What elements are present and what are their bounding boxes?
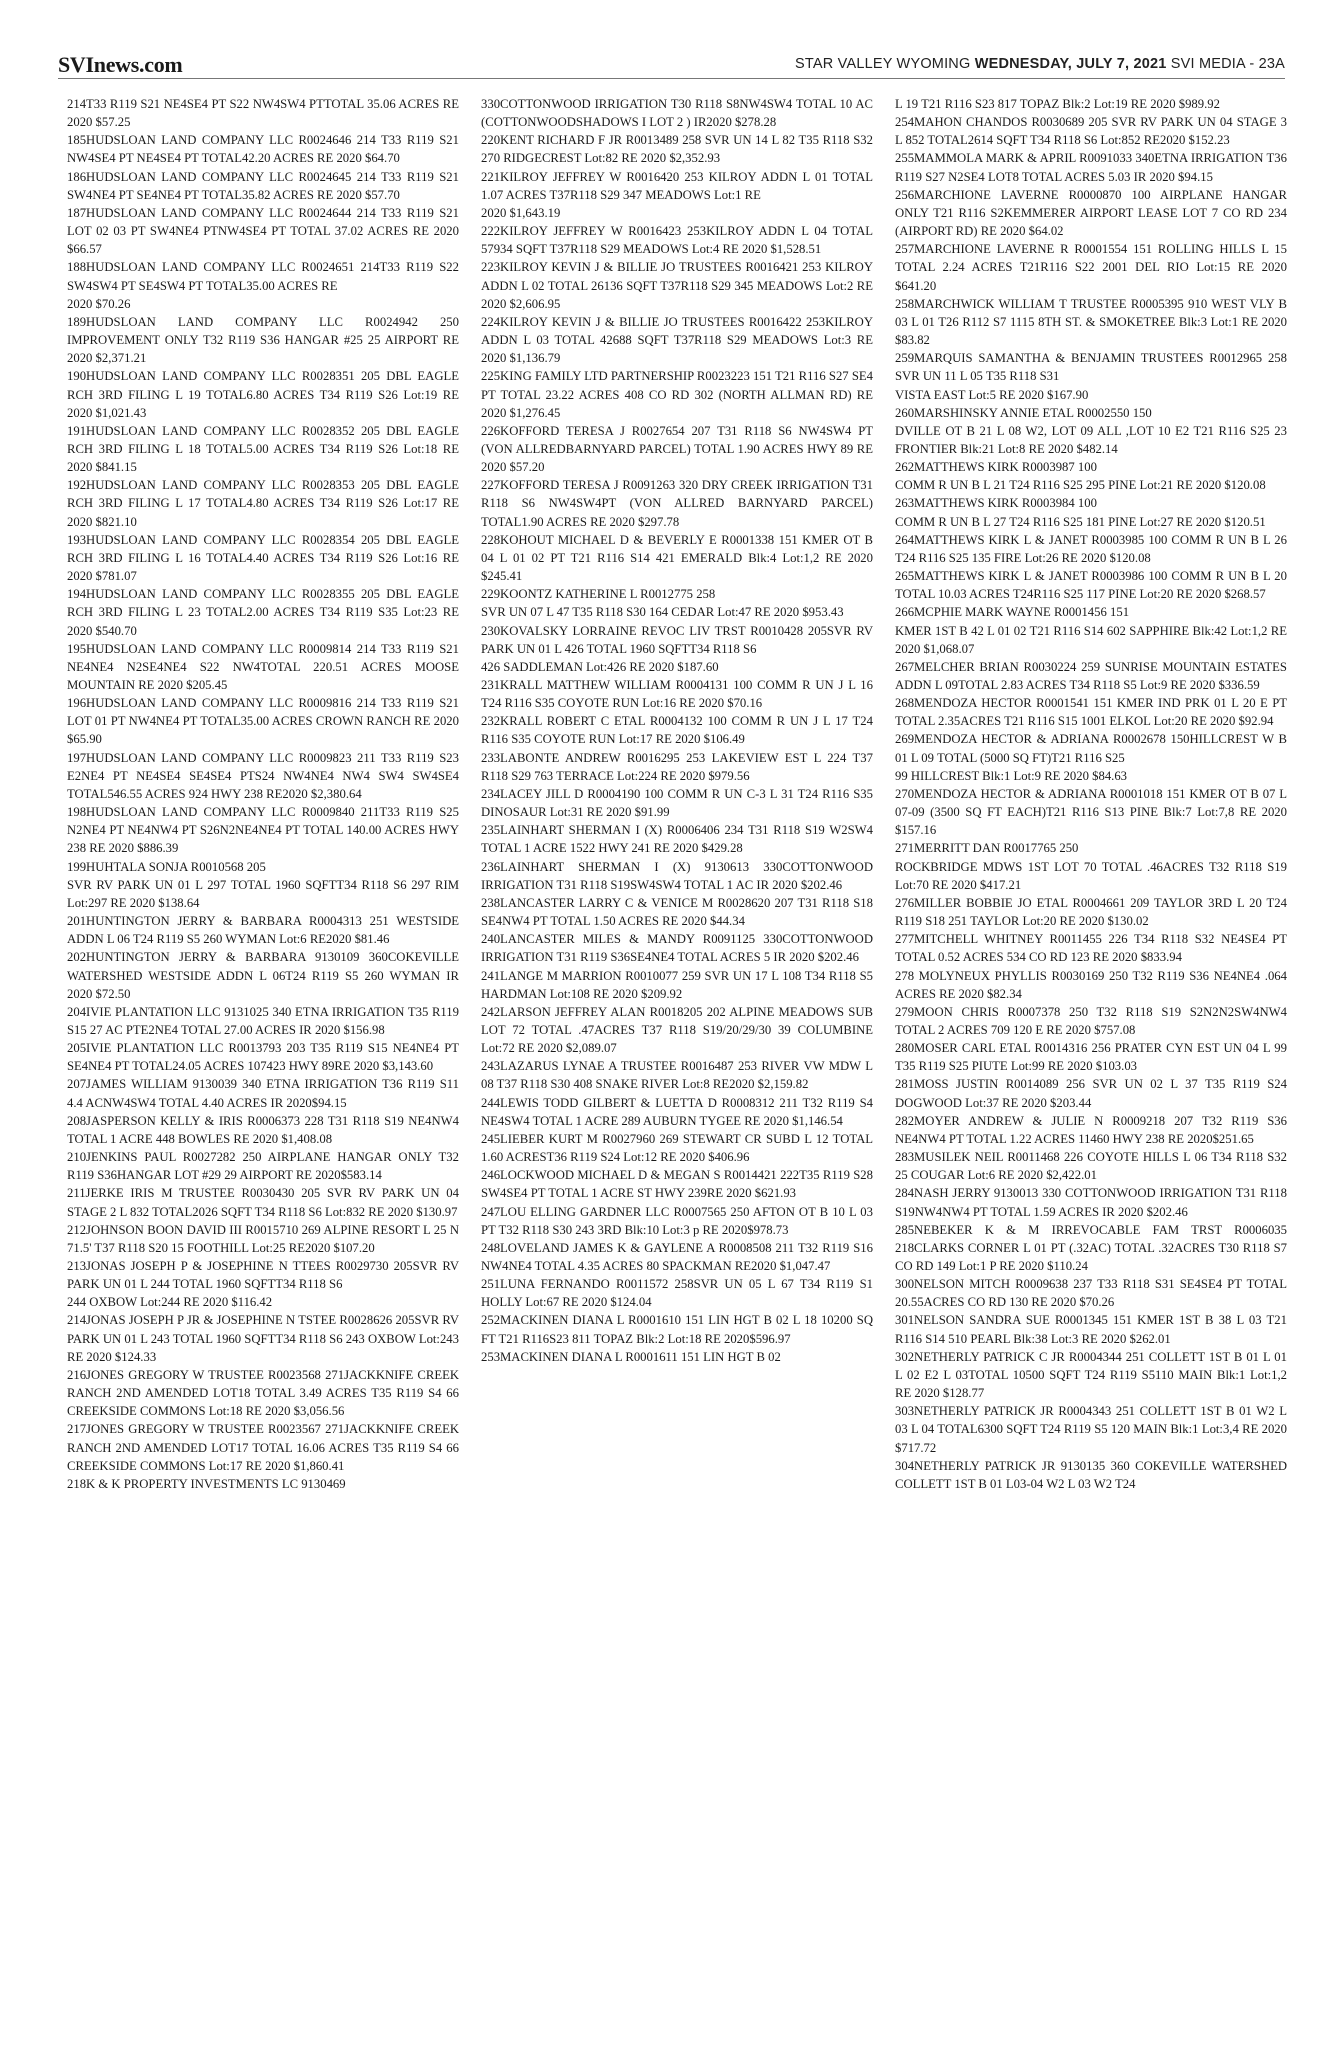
notice-entry: 216JONES GREGORY W TRUSTEE R0023568 271JACKKNIFE CREEK RANCH 2ND AMENDED LOT18 TOTAL 3.49 ACRES T35 R119 S4 66 CREEKSIDE COMMONS Lot:18 RE 2020 $3,056.56 (67, 1367, 459, 1419)
notice-entry: KMER 1ST B 42 L 01 02 T21 R116 S14 602 SAPPHIRE Blk:42 Lot:1,2 RE 2020 $1,068.07 (895, 623, 1287, 656)
notice-entry: 254MAHON CHANDOS R0030689 205 SVR RV PARK UN 04 STAGE 3 L 852 TOTAL2614 SQFT T34 R118 S6 Lot:852 RE2020 $152.23 (895, 115, 1287, 148)
notice-entry: SVR UN 07 L 47 T35 R118 S30 164 CEDAR Lot:47 RE 2020 $953.43 (481, 605, 844, 620)
notice-entry: COMM R UN B L 27 T24 R116 S25 181 PINE Lot:27 RE 2020 $120.51 (895, 514, 1266, 529)
notice-entry: 268MENDOZA HECTOR R0001541 151 KMER IND PRK 01 L 20 E PT TOTAL 2.35ACRES T21 R116 S15 1001 ELKOL Lot:20 RE 2020 $92.94 (895, 696, 1287, 729)
notice-entry: 281MOSS JUSTIN R0014089 256 SVR UN 02 L 37 T35 R119 S24 DOGWOOD Lot:37 RE 2020 $203.44 (895, 1077, 1287, 1110)
notice-entry: 257MARCHIONE LAVERNE R R0001554 151 ROLLING HILLS L 15 TOTAL 2.24 ACRES T21R116 S22 2001 DEL RIO Lot:15 RE 2020 $641.20 (895, 242, 1287, 293)
notice-entry: 197HUDSLOAN LAND COMPANY LLC R0009823 211 T33 R119 S23 E2NE4 PT NE4SE4 SE4SE4 PTS24 NW4NE4 NW4 SW4 SW4SE4 TOTAL546.55 ACRES 924 HWY 238 RE2020 $2,380.64 (67, 750, 459, 801)
notice-entry: 191HUDSLOAN LAND COMPANY LLC R0028352 205 DBL EAGLE RCH 3RD FILING L 18 TOTAL5.00 ACRES T34 R119 S26 Lot:18 RE 2020 $841.15 (67, 423, 459, 475)
notice-entry: 233LABONTE ANDREW R0016295 253 LAKEVIEW EST L 224 T37 R118 S29 763 TERRACE Lot:224 RE 2020 $979.56 (481, 750, 873, 783)
notice-entry: 264MATTHEWS KIRK L & JANET R0003985 100 COMM R UN B L 26 T24 R116 S25 135 FIRE Lot:26 RE 2020 $120.08 (895, 532, 1287, 565)
notice-entry: 99 HILLCREST Blk:1 Lot:9 RE 2020 $84.63 (895, 768, 1128, 783)
masthead (58, 52, 1285, 79)
notice-entry: SVR RV PARK UN 01 L 297 TOTAL 1960 SQFTT34 R118 S6 297 RIM Lot:297 RE 2020 $138.64 (67, 877, 459, 910)
column-3 (895, 95, 1287, 2030)
notice-entry: 217JONES GREGORY W TRUSTEE R0023567 271JACKKNIFE CREEK RANCH 2ND AMENDED LOT17 TOTAL 16.06 ACRES T35 R119 S4 66 CREEKSIDE COMMONS Lot:17 RE 2020 $1,860.41 (67, 1422, 459, 1473)
notice-entry: 330COTTONWOOD IRRIGATION T30 R118 S8NW4SW4 TOTAL 10 AC (COTTONWOODSHADOWS I LOT 2 ) IR2020 $278.28 (481, 97, 873, 130)
notice-entry: 235LAINHART SHERMAN I (X) R0006406 234 T31 R118 S19 W2SW4 TOTAL 1 ACRE 1522 HWY 241 RE 2020 $429.28 (481, 823, 873, 856)
notice-entry: 185HUDSLOAN LAND COMPANY LLC R0024646 214 T33 R119 S21 NW4SE4 PT NE4SE4 PT TOTAL42.20 ACRES RE 2020 $64.70 (67, 133, 459, 166)
notice-entry: 228KOHOUT MICHAEL D & BEVERLY E R0001338 151 KMER OT B 04 L 01 02 PT T21 R116 S14 421 EMERALD Blk:4 Lot:1,2 RE 2020 $245.41 (481, 532, 873, 584)
notice-entry: 260MARSHINSKY ANNIE ETAL R0002550 150 (895, 405, 1152, 420)
page-header-info (795, 56, 1285, 72)
notice-entry: 303NETHERLY PATRICK JR R0004343 251 COLLETT 1ST B 01 W2 L 03 L 04 TOTAL6300 SQFT T24 R119 S5 120 MAIN Blk:1 Lot:3,4 RE 2020 $717.72 (895, 1404, 1287, 1455)
notice-entry: L 19 T21 R116 S23 817 TOPAZ Blk:2 Lot:19 RE 2020 $989.92 (895, 97, 1220, 111)
notice-entry: 212JOHNSON BOON DAVID III R0015710 269 ALPINE RESORT L 25 N 71.5' T37 R118 S20 15 FOOTHILL Lot:25 RE2020 $107.20 (67, 1222, 459, 1255)
header-page: SVI MEDIA - 23A (1170, 56, 1285, 72)
notice-entry: 255MAMMOLA MARK & APRIL R0091033 340ETNA IRRIGATION T36 R119 S27 N2SE4 LOT8 TOTAL ACRES 5.03 IR 2020 $94.15 (895, 151, 1287, 184)
notice-entry: 247LOU ELLING GARDNER LLC R0007565 250 AFTON OT B 10 L 03 PT T32 R118 S30 243 3RD Blk:10 Lot:3 p RE 2020$978.73 (481, 1204, 873, 1237)
notice-entry: 270MENDOZA HECTOR & ADRIANA R0001018 151 KMER OT B 07 L 07-09 (3500 SQ FT EACH)T21 R116 S13 PINE Blk:7 Lot:7,8 RE 2020 $157.16 (895, 786, 1287, 838)
notice-entry: 300NELSON MITCH R0009638 237 T33 R118 S31 SE4SE4 PT TOTAL 20.55ACRES CO RD 130 RE 2020 $70.26 (895, 1277, 1287, 1310)
site-name[interactable]: SVInews.com (58, 52, 183, 77)
notice-entry: 189HUDSLOAN LAND COMPANY LLC R0024942 250 IMPROVEMENT ONLY T32 R119 S36 HANGAR #25 25 AIRPORT RE 2020 $2,371.21 (67, 314, 459, 366)
notice-entry: 187HUDSLOAN LAND COMPANY LLC R0024644 214 T33 R119 S21 LOT 02 03 PT SW4NE4 PTNW4SE4 PT TOTAL 37.02 ACRES RE 2020 $66.57 (67, 205, 459, 257)
notice-entry: 282MOYER ANDREW & JULIE N R0009218 207 T32 R119 S36 NE4NW4 PT TOTAL 1.22 ACRES 11460 HWY 238 RE 2020$251.65 (895, 1113, 1287, 1146)
notice-entry: 285NEBEKER K & M IRREVOCABLE FAM TRST R0006035 218CLARKS CORNER L 01 PT (.32AC) TOTAL .32ACRES T30 R118 S7 CO RD 149 Lot:1 P RE 2020 $110.24 (895, 1222, 1287, 1273)
notice-entry: 236LAINHART SHERMAN I (X) 9130613 330COTTONWOOD IRRIGATION T31 R118 S19SW4SW4 TOTAL 1 AC IR 2020 $202.46 (481, 859, 873, 892)
notice-entry: 202HUNTINGTON JERRY & BARBARA 9130109 360COKEVILLE WATERSHED WESTSIDE ADDN L 06T24 R119 S5 260 WYMAN IR 2020 $72.50 (67, 950, 459, 1001)
notice-entry: 214T33 R119 S21 NE4SE4 PT S22 NW4SW4 PTTOTAL 35.06 ACRES RE 2020 $57.25 (67, 97, 459, 130)
header-location: STAR VALLEY WYOMING (795, 56, 971, 72)
notice-entry: 226KOFFORD TERESA J R0027654 207 T31 R118 S6 NW4SW4 PT (VON ALLREDBARNYARD PARCEL) TOTAL 1.90 ACRES HWY 89 RE 2020 $57.20 (481, 423, 873, 475)
notice-entry: 265MATTHEWS KIRK L & JANET R0003986 100 COMM R UN B L 20 TOTAL 10.03 ACRES T24R116 S25 117 PINE Lot:20 RE 2020 $268.57 (895, 569, 1287, 602)
notice-entry: 269MENDOZA HECTOR & ADRIANA R0002678 150HILLCREST W B 01 L 09 TOTAL (5000 SQ FT)T21 R116 S25 (895, 732, 1287, 765)
notice-entry: DVILLE OT B 21 L 08 W2, LOT 09 ALL ,LOT 10 E2 T21 R116 S25 23 FRONTIER Blk:21 Lot:8 RE 2020 $482.14 (895, 423, 1287, 456)
notice-entry: 243LAZARUS LYNAE A TRUSTEE R0016487 253 RIVER VW MDW L 08 T37 R118 S30 408 SNAKE RIVER Lot:8 RE2020 $2,159.82 (481, 1059, 873, 1092)
notice-entry: 253MACKINEN DIANA L R0001611 151 LIN HGT B 02 (481, 1349, 781, 1364)
notice-entry: 276MILLER BOBBIE JO ETAL R0004661 209 TAYLOR 3RD L 20 T24 R119 S18 251 TAYLOR Lot:20 RE 2020 $130.02 (895, 895, 1287, 929)
notice-entry: 223KILROY KEVIN J & BILLIE JO TRUSTEES R0016421 253 KILROY ADDN L 02 TOTAL 26136 SQFT T37R118 S29 345 MEADOWS Lot:2 RE 2020 $2,606.95 (481, 260, 873, 311)
notice-entry: 192HUDSLOAN LAND COMPANY LLC R0028353 205 DBL EAGLE RCH 3RD FILING L 17 TOTAL4.80 ACRES T34 R119 S26 Lot:17 RE 2020 $821.10 (67, 478, 459, 529)
notice-entry: 280MOSER CARL ETAL R0014316 256 PRATER CYN EST UN 04 L 99 T35 R119 S25 PIUTE Lot:99 RE 2020 $103.03 (895, 1041, 1287, 1074)
notice-entry: 198HUDSLOAN LAND COMPANY LLC R0009840 211T33 R119 S25 N2NE4 PT NE4NW4 PT S26N2NE4NE4 PT TOTAL 140.00 ACRES HWY 238 RE 2020 $886.39 (67, 805, 459, 856)
legal-notice-columns (67, 95, 1287, 2030)
notice-entry: 284NASH JERRY 9130013 330 COTTONWOOD IRRIGATION T31 R118 S19NW4NW4 PT TOTAL 1.59 ACRES IR 2020 $202.46 (895, 1186, 1287, 1219)
notice-entry: 304NETHERLY PATRICK JR 9130135 360 COKEVILLE WATERSHED COLLETT 1ST B 01 L03-04 W2 L 03 W2 T24 (895, 1458, 1287, 1491)
notice-entry: 277MITCHELL WHITNEY R0011455 226 T34 R118 S32 NE4SE4 PT TOTAL 0.52 ACRES 534 CO RD 123 RE 2020 $833.94 (895, 932, 1287, 965)
notice-entry: 2020 $70.26 (67, 296, 131, 311)
notice-entry: 244 OXBOW Lot:244 RE 2020 $116.42 (67, 1295, 273, 1310)
notice-entry: 204IVIE PLANTATION LLC 9131025 340 ETNA IRRIGATION T35 R119 S15 27 AC PTE2NE4 TOTAL 27.00 ACRES IR 2020 $156.98 (67, 1004, 459, 1037)
notice-entry: 267MELCHER BRIAN R0030224 259 SUNRISE MOUNTAIN ESTATES ADDN L 09TOTAL 2.83 ACRES T34 R118 S5 Lot:9 RE 2020 $336.59 (895, 659, 1287, 692)
notice-entry: 259MARQUIS SAMANTHA & BENJAMIN TRUSTEES R0012965 258 SVR UN 11 L 05 T35 R118 S31 (895, 351, 1287, 384)
notice-entry: 2020 $1,643.19 (481, 205, 561, 220)
notice-entry: COMM R UN B L 21 T24 R116 S25 295 PINE Lot:21 RE 2020 $120.08 (895, 478, 1266, 493)
notice-entry: 220KENT RICHARD F JR R0013489 258 SVR UN 14 L 82 T35 R118 S32 270 RIDGECREST Lot:82 RE 2020 $2,352.93 (481, 133, 873, 166)
header-date: WEDNESDAY, JULY 7, 2021 (974, 56, 1167, 72)
notice-entry: 190HUDSLOAN LAND COMPANY LLC R0028351 205 DBL EAGLE RCH 3RD FILING L 19 TOTAL6.80 ACRES T34 R119 S26 Lot:19 RE 2020 $1,021.43 (67, 369, 459, 420)
notice-entry: 196HUDSLOAN LAND COMPANY LLC R0009816 214 T33 R119 S21 LOT 01 PT NW4NE4 PT TOTAL35.00 ACRES CROWN RANCH RE 2020 $65.90 (67, 696, 459, 747)
notice-entry: 262MATTHEWS KIRK R0003987 100 (895, 460, 1097, 475)
notice-entry: 194HUDSLOAN LAND COMPANY LLC R0028355 205 DBL EAGLE RCH 3RD FILING L 23 TOTAL2.00 ACRES T34 R119 S35 Lot:23 RE 2020 $540.70 (67, 587, 459, 638)
notice-entry: 263MATTHEWS KIRK R0003984 100 (895, 496, 1097, 511)
notice-entry: 241LANGE M MARRION R0010077 259 SVR UN 17 L 108 T34 R118 S5 HARDMAN Lot:108 RE 2020 $209.92 (481, 968, 873, 1001)
notice-entry: 229KOONTZ KATHERINE L R0012775 258 (481, 587, 716, 602)
column-2 (481, 95, 873, 2030)
notice-entry: 208JASPERSON KELLY & IRIS R0006373 228 T31 R118 S19 NE4NW4 TOTAL 1 ACRE 448 BOWLES RE 2020 $1,408.08 (67, 1113, 459, 1146)
notice-entry: 266MCPHIE MARK WAYNE R0001456 151 (895, 605, 1130, 620)
notice-entry: 271MERRITT DAN R0017765 250 (895, 841, 1079, 856)
notice-entry: 251LUNA FERNANDO R0011572 258SVR UN 05 L 67 T34 R119 S1 HOLLY Lot:67 RE 2020 $124.04 (481, 1277, 873, 1310)
notice-entry: 207JAMES WILLIAM 9130039 340 ETNA IRRIGATION T36 R119 S11 4.4 ACNW4SW4 TOTAL 4.40 ACRES IR 2020$94.15 (67, 1077, 459, 1110)
notice-entry: 231KRALL MATTHEW WILLIAM R0004131 100 COMM R UN J L 16 T24 R116 S35 COYOTE RUN Lot:16 RE 2020 $70.16 (481, 678, 873, 711)
notice-entry: 225KING FAMILY LTD PARTNERSHIP R0023223 151 T21 R116 S27 SE4 PT TOTAL 23.22 ACRES 408 CO RD 302 (NORTH ALLMAN RD) RE 2020 $1,276.45 (481, 369, 873, 420)
notice-entry: 246LOCKWOOD MICHAEL D & MEGAN S R0014421 222T35 R119 S28 SW4SE4 PT TOTAL 1 ACRE ST HWY 239RE 2020 $621.93 (481, 1168, 873, 1201)
notice-entry: 278 MOLYNEUX PHYLLIS R0030169 250 T32 R119 S36 NE4NE4 .064 ACRES RE 2020 $82.34 (895, 968, 1287, 1001)
notice-entry: 211JERKE IRIS M TRUSTEE R0030430 205 SVR RV PARK UN 04 STAGE 2 L 832 TOTAL2026 SQFT T34 R118 S6 Lot:832 RE 2020 $130.97 (67, 1186, 459, 1219)
notice-entry: 240LANCASTER MILES & MANDY R0091125 330COTTONWOOD IRRIGATION T31 R119 S36SE4NE4 TOTAL ACRES 5 IR 2020 $202.46 (481, 932, 873, 965)
notice-entry: 205IVIE PLANTATION LLC R0013793 203 T35 R119 S15 NE4NE4 PT SE4NE4 PT TOTAL24.05 ACRES 107423 HWY 89RE 2020 $3,143.60 (67, 1041, 459, 1074)
notice-entry: 426 SADDLEMAN Lot:426 RE 2020 $187.60 (481, 659, 719, 674)
notice-entry: 301NELSON SANDRA SUE R0001345 151 KMER 1ST B 38 L 03 T21 R116 S14 510 PEARL Blk:38 Lot:3 RE 2020 $262.01 (895, 1313, 1287, 1346)
notice-entry: 248LOVELAND JAMES K & GAYLENE A R0008508 211 T32 R119 S16 NW4NE4 TOTAL 4.35 ACRES 80 SPACKMAN RE2020 $1,047.47 (481, 1240, 873, 1273)
notice-entry: 221KILROY JEFFREY W R0016420 253 KILROY ADDN L 01 TOTAL 1.07 ACRES T37R118 S29 347 MEADOWS Lot:1 RE (481, 169, 873, 202)
notice-entry: 222KILROY JEFFREY W R0016423 253KILROY ADDN L 04 TOTAL 57934 SQFT T37R118 S29 MEADOWS Lot:4 RE 2020 $1,528.51 (481, 224, 873, 257)
notice-entry: 279MOON CHRIS R0007378 250 T32 R118 S19 S2N2N2SW4NW4 TOTAL 2 ACRES 709 120 E RE 2020 $757.08 (895, 1004, 1287, 1037)
notice-entry: 188HUDSLOAN LAND COMPANY LLC R0024651 214T33 R119 S22 SW4SW4 PT SE4SW4 PT TOTAL35.00 ACRES RE (67, 260, 459, 293)
notice-entry: 242LARSON JEFFREY ALAN R0018205 202 ALPINE MEADOWS SUB LOT 72 TOTAL .47ACRES T37 R118 S19/20/29/30 39 COLUMBINE Lot:72 RE 2020 $2,089.07 (481, 1004, 873, 1056)
notice-entry: VISTA EAST Lot:5 RE 2020 $167.90 (895, 387, 1089, 402)
notice-entry: 218K & K PROPERTY INVESTMENTS LC 9130469 (67, 1476, 346, 1491)
notice-entry: 195HUDSLOAN LAND COMPANY LLC R0009814 214 T33 R119 S21 NE4NE4 N2SE4NE4 S22 NW4TOTAL 220.51 ACRES MOOSE MOUNTAIN RE 2020 $205.45 (67, 641, 459, 692)
notice-entry: 252MACKINEN DIANA L R0001610 151 LIN HGT B 02 L 18 10200 SQ FT T21 R116S23 811 TOPAZ Blk:2 Lot:18 RE 2020$596.97 (481, 1313, 873, 1346)
notice-entry: 230KOVALSKY LORRAINE REVOC LIV TRST R0010428 205SVR RV PARK UN 01 L 426 TOTAL 1960 SQFTT34 R118 S6 (481, 623, 873, 656)
notice-entry: 238LANCASTER LARRY C & VENICE M R0028620 207 T31 R118 S18 SE4NW4 PT TOTAL 1.50 ACRES RE 2020 $44.34 (481, 895, 873, 929)
notice-entry: 224KILROY KEVIN J & BILLIE JO TRUSTEES R0016422 253KILROY ADDN L 03 TOTAL 42688 SQFT T37R118 S29 MEADOWS Lot:3 RE 2020 $1,136.79 (481, 314, 873, 366)
notice-entry: 199HUHTALA SONJA R0010568 205 (67, 859, 266, 874)
notice-entry: 201HUNTINGTON JERRY & BARBARA R0004313 251 WESTSIDE ADDN L 06 T24 R119 S5 260 WYMAN Lot:6 RE2020 $81.46 (67, 914, 459, 947)
notice-entry: 256MARCHIONE LAVERNE R0000870 100 AIRPLANE HANGAR ONLY T21 R116 S2KEMMERER AIRPORT LEASE LOT 7 CO RD 234 (AIRPORT RD) RE 2020 $64.02 (895, 187, 1287, 239)
notice-entry: 234LACEY JILL D R0004190 100 COMM R UN C-3 L 31 T24 R116 S35 DINOSAUR Lot:31 RE 2020 $91.99 (481, 786, 873, 820)
notice-entry: 283MUSILEK NEIL R0011468 226 COYOTE HILLS L 06 T34 R118 S32 25 COUGAR Lot:6 RE 2020 $2,422.01 (895, 1150, 1287, 1183)
notice-entry: 244LEWIS TODD GILBERT & LUETTA D R0008312 211 T32 R119 S4 NE4SW4 TOTAL 1 ACRE 289 AUBURN TYGEE RE 2020 $1,146.54 (481, 1095, 873, 1128)
column-1 (67, 95, 459, 2030)
notice-entry: 213JONAS JOSEPH P & JOSEPHINE N TTEES R0029730 205SVR RV PARK UN 01 L 244 TOTAL 1960 SQFTT34 R118 S6 (67, 1259, 459, 1292)
notice-entry: 227KOFFORD TERESA J R0091263 320 DRY CREEK IRRIGATION T31 R118 S6 NW4SW4PT (VON ALLRED BARNYARD PARCEL) TOTAL1.90 ACRES RE 2020 $297.78 (481, 478, 873, 529)
notice-entry: 210JENKINS PAUL R0027282 250 AIRPLANE HANGAR ONLY T32 R119 S36HANGAR LOT #29 29 AIRPORT RE 2020$583.14 (67, 1150, 459, 1183)
notice-entry: 193HUDSLOAN LAND COMPANY LLC R0028354 205 DBL EAGLE RCH 3RD FILING L 16 TOTAL4.40 ACRES T34 R119 S26 Lot:16 RE 2020 $781.07 (67, 532, 459, 584)
notice-entry: 232KRALL ROBERT C ETAL R0004132 100 COMM R UN J L 17 T24 R116 S35 COYOTE RUN Lot:17 RE 2020 $106.49 (481, 714, 873, 747)
notice-entry: 214JONAS JOSEPH P JR & JOSEPHINE N TSTEE R0028626 205SVR RV PARK UN 01 L 243 TOTAL 1960 SQFTT34 R118 S6 243 OXBOW Lot:243 RE 2020 $124.33 (67, 1313, 459, 1364)
notice-entry: 258MARCHWICK WILLIAM T TRUSTEE R0005395 910 WEST VLY B 03 L 01 T26 R112 S7 1115 8TH ST. & SMOKETREE Blk:3 Lot:1 RE 2020 $83.82 (895, 296, 1287, 348)
notice-entry: 186HUDSLOAN LAND COMPANY LLC R0024645 214 T33 R119 S21 SW4NE4 PT SE4NE4 PT TOTAL35.82 ACRES RE 2020 $57.70 (67, 169, 459, 202)
notice-entry: ROCKBRIDGE MDWS 1ST LOT 70 TOTAL .46ACRES T32 R118 S19 Lot:70 RE 2020 $417.21 (895, 859, 1287, 892)
notice-entry: 302NETHERLY PATRICK C JR R0004344 251 COLLETT 1ST B 01 L 01 L 02 E2 L 03TOTAL 10500 SQFT T24 R119 S5110 MAIN Blk:1 Lot:1,2 RE 2020 $128.77 (895, 1349, 1287, 1401)
notice-entry: 245LIEBER KURT M R0027960 269 STEWART CR SUBD L 12 TOTAL 1.60 ACREST36 R119 S24 Lot:12 RE 2020 $406.96 (481, 1131, 873, 1165)
